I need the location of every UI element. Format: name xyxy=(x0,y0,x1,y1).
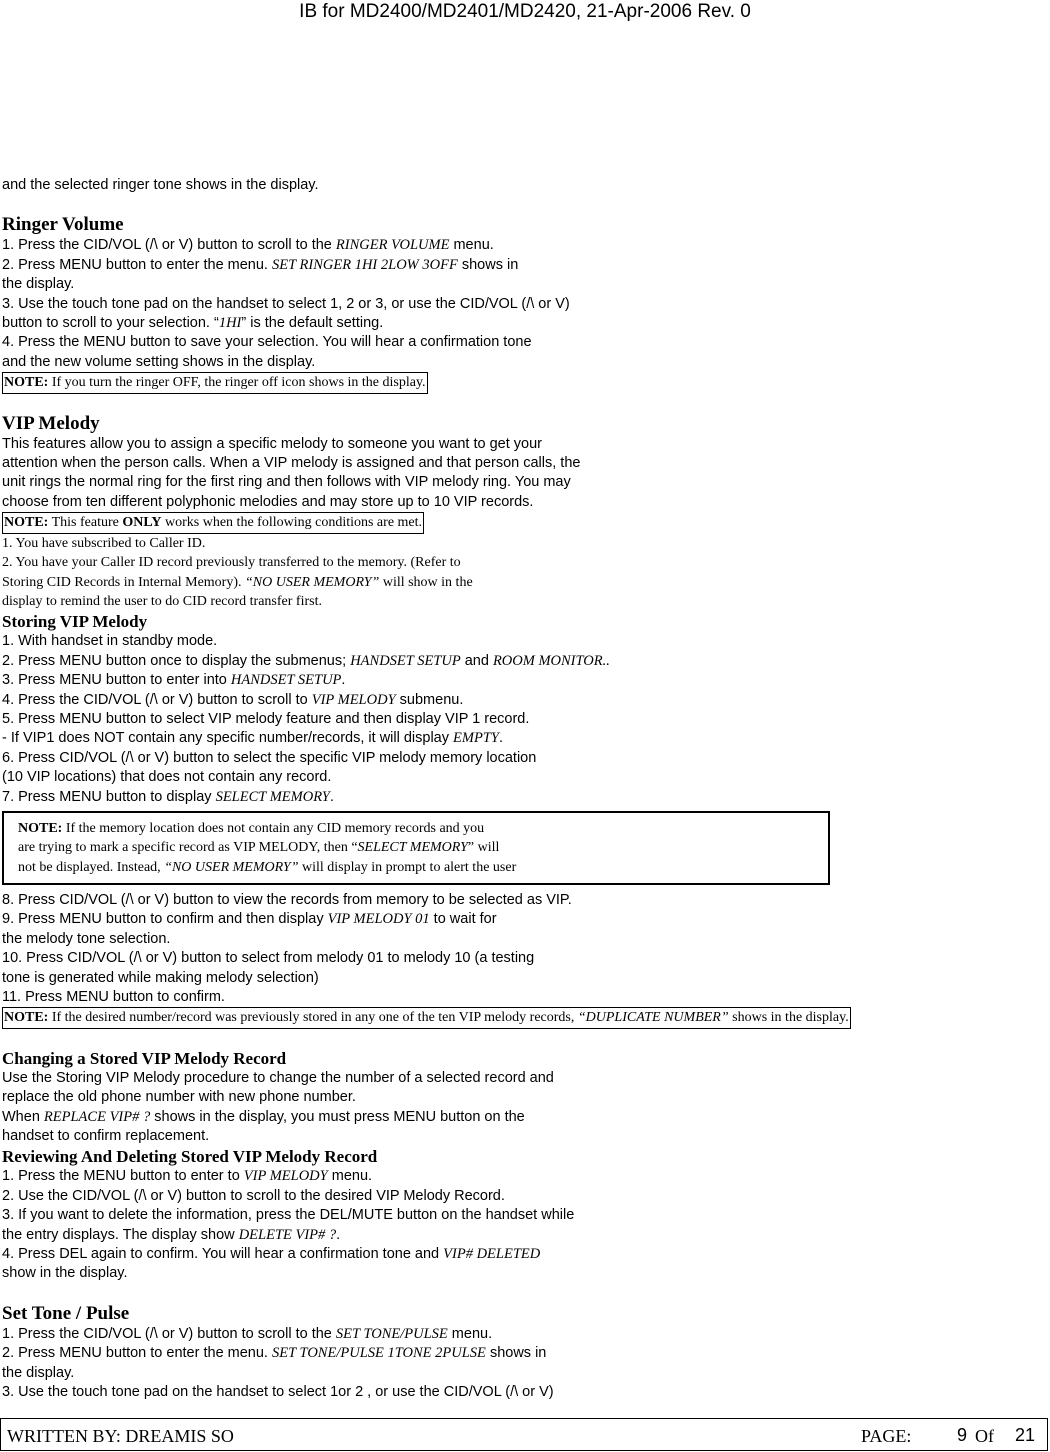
storing-step-10: 10. Press CID/VOL (/\ or V) button to select from melody 01 to melody 10 (a testing xyxy=(2,950,535,967)
changing-vip-section xyxy=(2,1048,1042,1147)
reviewing-step-3-cont: the entry displays. The display show DELETE VIP# ?. xyxy=(2,1226,341,1243)
memory-note-line: not be displayed. Instead, “NO USER MEMORY” will display in prompt to alert the user xyxy=(18,859,517,875)
tone-step-2: 2. Press MENU button to enter the menu. SET TONE/PULSE 1TONE 2PULSE shows in xyxy=(2,1345,547,1362)
ringer-step-1: 1. Press the CID/VOL (/\ or V) button to scroll to the RINGER VOLUME menu. xyxy=(2,237,494,254)
ringer-volume-heading: Ringer Volume xyxy=(2,214,124,236)
storing-step-4: 4. Press the CID/VOL (/\ or V) button to scroll to VIP MELODY submenu. xyxy=(2,691,464,708)
memory-note-line: are trying to mark a specific record as VIP MELODY, then “SELECT MEMORY” will xyxy=(18,840,500,856)
storing-step-7: 7. Press MENU button to display SELECT MEMORY. xyxy=(2,788,334,805)
of-label: Of xyxy=(975,1426,994,1446)
storing-step-5-note: - If VIP1 does NOT contain any specific number/records, it will display EMPTY. xyxy=(2,730,503,747)
storing-step-6: 6. Press CID/VOL (/\ or V) button to select the specific VIP melody memory location xyxy=(2,749,537,766)
reviewing-step-4-cont: show in the display. xyxy=(2,1265,128,1282)
reviewing-vip-section xyxy=(2,1146,1042,1283)
page-number: 9 xyxy=(957,1425,968,1445)
ringer-step-2: 2. Press MENU button to enter the menu. SET RINGER 1HI 2LOW 3OFF shows in xyxy=(2,256,519,273)
vip-condition-2-cont: display to remind the user to do CID record transfer first. xyxy=(2,593,322,609)
tone-pulse-heading: Set Tone / Pulse xyxy=(2,1302,130,1324)
vip-note: NOTE: This feature ONLY works when the following conditions are met. xyxy=(2,512,1042,533)
ringer-step-4: 4. Press the MENU button to save your selection. You will hear a confirmation tone xyxy=(2,334,532,351)
storing-step-3: 3. Press MENU button to enter into HANDSET SETUP. xyxy=(2,672,346,689)
tone-pulse-section xyxy=(2,1303,1042,1403)
storing-step-9-cont: the melody tone selection. xyxy=(2,930,171,947)
page-content xyxy=(2,176,1042,1403)
storing-step-9: 9. Press MENU button to confirm and then display VIP MELODY 01 to wait for xyxy=(2,911,497,928)
reviewing-vip-heading: Reviewing And Deleting Stored VIP Melody Record xyxy=(2,1147,378,1167)
storing-step-6-cont: (10 VIP locations) that does not contain any record. xyxy=(2,769,332,786)
tone-step-1: 1. Press the CID/VOL (/\ or V) button to scroll to the SET TONE/PULSE menu. xyxy=(2,1325,493,1342)
page-footer xyxy=(0,1418,1048,1451)
memory-note-box xyxy=(2,811,830,885)
storing-vip-section xyxy=(2,611,1042,1029)
changing-line: When REPLACE VIP# ? shows in the display, you must press MENU button on the xyxy=(2,1108,525,1125)
storing-step-10-cont: tone is generated while making melody selection) xyxy=(2,969,319,986)
ringer-volume-section xyxy=(2,214,1042,393)
page-label: PAGE: xyxy=(861,1426,912,1446)
vip-condition-2: 2. You have your Caller ID record previously transferred to the memory. (Refer to xyxy=(2,555,461,571)
vip-paragraph-line: This features allow you to assign a specific melody to someone you want to get your xyxy=(2,435,543,452)
reviewing-step-1: 1. Press the MENU button to enter to VIP MELODY menu. xyxy=(2,1168,373,1185)
total-pages: 21 xyxy=(1015,1425,1036,1445)
vip-condition-1: 1. You have subscribed to Caller ID. xyxy=(2,535,206,551)
ringer-note: NOTE: If you turn the ringer OFF, the ringer off icon shows in the display. xyxy=(2,372,1042,393)
document-header: IB for MD2400/MD2401/MD2420, 21-Apr-2006 Rev. 0 xyxy=(299,1,751,22)
changing-line: replace the old phone number with new phone number. xyxy=(2,1089,356,1106)
changing-line: Use the Storing VIP Melody procedure to change the number of a selected record and xyxy=(2,1069,554,1086)
vip-melody-heading: VIP Melody xyxy=(2,412,100,434)
ringer-step-2-cont: the display. xyxy=(2,276,75,293)
changing-vip-heading: Changing a Stored VIP Melody Record xyxy=(2,1048,287,1068)
reviewing-step-2: 2. Use the CID/VOL (/\ or V) button to scroll to the desired VIP Melody Record. xyxy=(2,1187,505,1204)
vip-paragraph-line: choose from ten different polyphonic melodies and may store up to 10 VIP records. xyxy=(2,493,534,510)
changing-line: handset to confirm replacement. xyxy=(2,1128,210,1145)
storing-step-1: 1. With handset in standby mode. xyxy=(2,633,218,650)
storing-step-8: 8. Press CID/VOL (/\ or V) button to view the records from memory to be selected as VIP. xyxy=(2,891,572,908)
ringer-step-3: 3. Use the touch tone pad on the handset to select 1, 2 or 3, or use the CID/VOL (/\ or V) xyxy=(2,295,570,312)
reviewing-step-4: 4. Press DEL again to confirm. You will hear a confirmation tone and VIP# DELETED xyxy=(2,1246,541,1263)
vip-melody-section xyxy=(2,413,1042,612)
storing-step-11: 11. Press MENU button to confirm. xyxy=(2,989,225,1005)
reviewing-step-3: 3. If you want to delete the information, press the DEL/MUTE button on the handset while xyxy=(2,1207,575,1224)
vip-paragraph-line: attention when the person calls. When a VIP melody is assigned and that person calls, the xyxy=(2,455,581,472)
written-by: WRITTEN BY: DREAMIS SO xyxy=(7,1426,234,1446)
intro-line: and the selected ringer tone shows in the display. xyxy=(2,177,319,193)
ringer-step-3-cont: button to scroll to your selection. “1HI” is the default setting. xyxy=(2,315,384,332)
vip-paragraph-line: unit rings the normal ring for the first ring and then follows with VIP melody ring. You may xyxy=(2,474,571,491)
storing-step-2: 2. Press MENU button once to display the submenus; HANDSET SETUP and ROOM MONITOR.. xyxy=(2,652,610,669)
vip-condition-2-cont: Storing CID Records in Internal Memory). “NO USER MEMORY” will show in the xyxy=(2,574,473,590)
duplicate-note: NOTE: If the desired number/record was previously stored in any one of the ten VIP melody records, “DUPLICATE NUMBER” shows in the display. xyxy=(2,1007,1042,1028)
storing-step-5: 5. Press MENU button to select VIP melody feature and then display VIP 1 record. xyxy=(2,710,530,727)
tone-step-2-cont: the display. xyxy=(2,1364,75,1381)
storing-vip-heading: Storing VIP Melody xyxy=(2,612,148,632)
tone-step-3: 3. Use the touch tone pad on the handset to select 1or 2 , or use the CID/VOL (/\ or V) xyxy=(2,1384,554,1401)
ringer-step-4-cont: and the new volume setting shows in the display. xyxy=(2,353,316,370)
memory-note-line: NOTE: If the memory location does not contain any CID memory records and you xyxy=(18,820,485,836)
